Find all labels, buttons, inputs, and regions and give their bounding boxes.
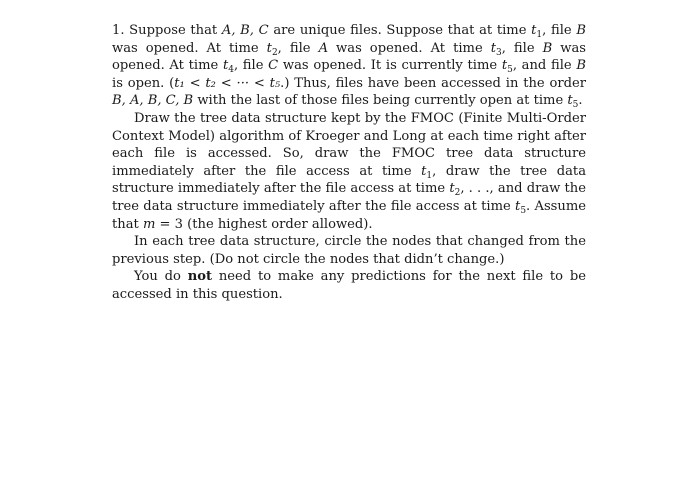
text: 1. Suppose that [112, 23, 222, 38]
bold-not: not [187, 269, 213, 285]
text: , draw the tree data structure immediately after the file access at time [112, 163, 586, 197]
text: . [578, 93, 583, 109]
paragraph-circle-note [112, 233, 586, 268]
text: Draw the tree data structure kept by the FMOC (Finite Multi-Order Context Model) algorithm of Kroeger and Long at each time right after each file is accessed. So, draw the FMOC tree data structure immediately after the file access at time [112, 110, 586, 179]
text: You do [134, 269, 188, 285]
text: , and file [512, 58, 577, 74]
math-t1: $t_1$ [421, 163, 433, 181]
math-inequality: t₁ < t₂ < ··· < t₅ [174, 75, 281, 91]
text: need to make any predictions for the next file to be accessed in this question. [112, 269, 586, 302]
math-file: A [318, 40, 329, 56]
math-t2: $t_2$ [449, 181, 461, 199]
paragraph-instructions [112, 110, 586, 233]
text: was opened. At time [328, 40, 491, 56]
math-t1: $t_1$ [531, 23, 543, 40]
math-t2: $t_2$ [266, 40, 278, 58]
text: , file [277, 40, 319, 56]
problem-text [112, 22, 586, 304]
text: was opened. At time [112, 40, 267, 56]
paragraph-predictions-note [112, 268, 586, 303]
math-t5: $t_5$ [567, 93, 579, 111]
text: = 3 (the highest order allowed). [155, 216, 373, 232]
math-m: m [142, 216, 156, 232]
text: In each tree data structure, circle the nodes that changed from the previous step. (Do not circle the nodes that didn’t change.) [112, 234, 586, 267]
text: with the last of those files being currently open at time [193, 93, 568, 109]
math-t5: $t_5$ [501, 58, 513, 76]
paragraph-setup [112, 22, 586, 110]
math-files: A, B, C [221, 23, 269, 38]
math-t5: $t_5$ [515, 198, 527, 216]
text: . Assume that [112, 198, 586, 232]
math-file: B [576, 23, 586, 38]
math-file: C [268, 58, 279, 74]
math-t3: $t_3$ [490, 40, 502, 58]
math-file: B [576, 58, 586, 74]
text: was opened. At time [112, 40, 586, 74]
text: are unique files. Suppose that at time [268, 23, 532, 38]
text: is open. ( [112, 75, 175, 91]
math-t4: $t_4$ [222, 58, 234, 76]
math-order: B, A, B, C, B [112, 93, 194, 109]
text: , file [233, 58, 269, 74]
text: was opened. It is currently time [278, 58, 502, 74]
text: , file [542, 23, 577, 38]
math-file: B [542, 40, 553, 56]
text: .) Thus, files have been accessed in the order [280, 75, 586, 91]
text: , . . ., and draw the tree data structure immediately after the file access at time [112, 181, 586, 214]
text: , file [501, 40, 543, 56]
